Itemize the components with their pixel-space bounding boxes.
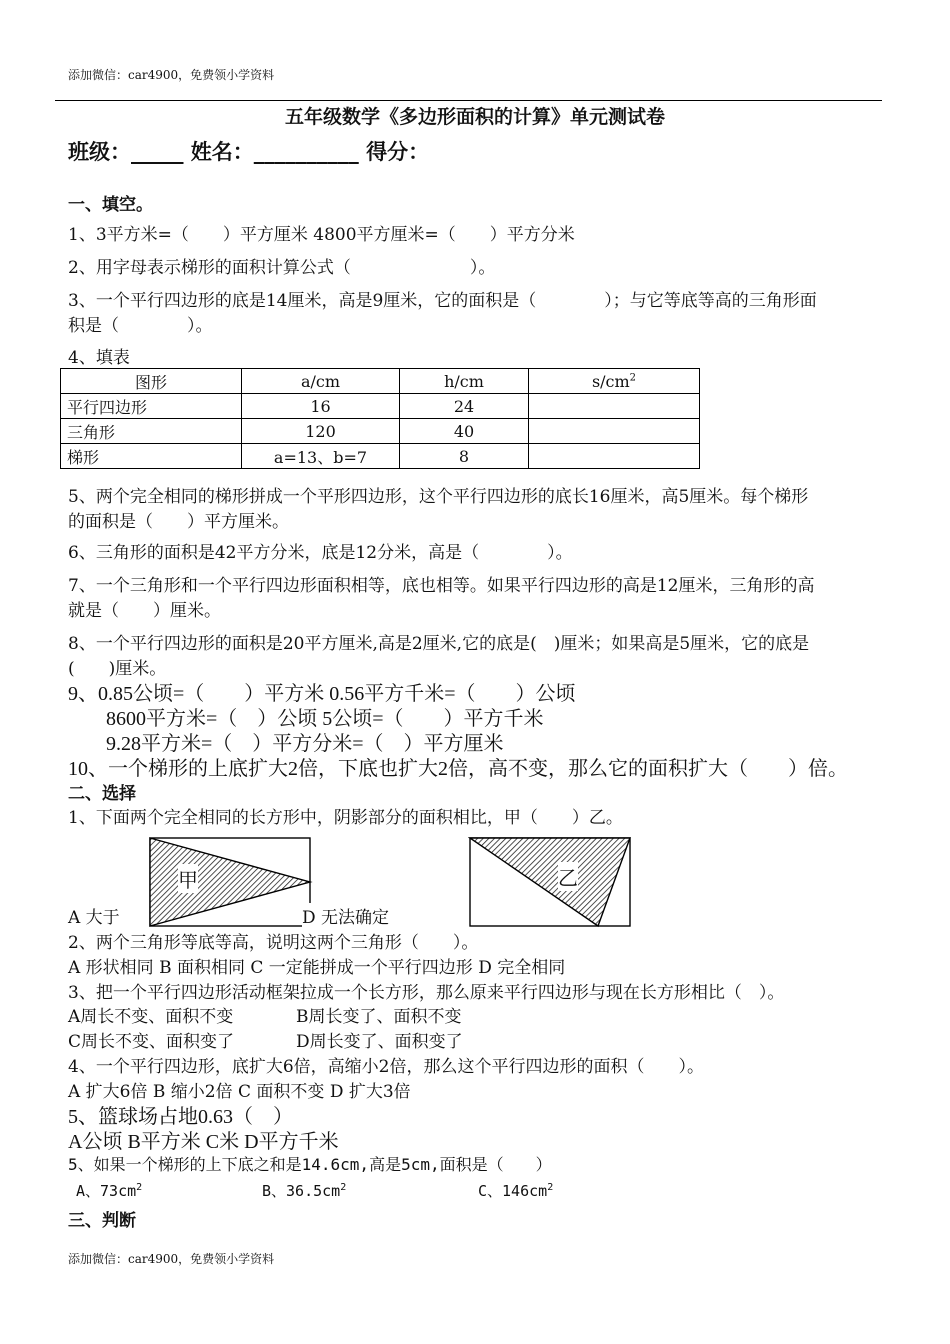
- table-header-cell: [529, 369, 700, 394]
- table-cell: 16: [242, 394, 400, 419]
- question-1-1: 1、3平方米=（ ）平方厘米 4800平方厘米=（ ）平方分米: [68, 225, 575, 245]
- table-cell: [529, 419, 700, 444]
- figure-label-a: 甲: [178, 864, 198, 893]
- option-b-text: B、36.5cm: [262, 1182, 341, 1200]
- question-1-8-line2: ( )厘米。: [68, 659, 167, 679]
- section3-heading: 三、判断: [68, 1211, 136, 1231]
- section1-heading: 一、填空。: [68, 195, 153, 215]
- rectangle-figure-a: [148, 836, 314, 928]
- question-2-4: 4、一个平行四边形，底扩大6倍，高缩小2倍，那么这个平行四边形的面积（ ）。: [68, 1057, 704, 1077]
- question-2-5b: 5、如果一个梯形的上下底之和是14.6cm,高是5cm,面积是（ ）: [68, 1155, 552, 1174]
- question-1-6: 6、三角形的面积是42平方分米，底是12分米，高是（ ）。: [68, 543, 573, 563]
- question-1-4: 4、填表: [68, 348, 130, 368]
- area-unit: s/cm: [591, 371, 630, 391]
- option-c-sup: 2: [547, 1182, 554, 1193]
- table-row: [61, 419, 700, 444]
- question-2-3-option-a: A周长不变、面积不变: [68, 1007, 234, 1027]
- table-cell: 三角形: [61, 419, 242, 444]
- table-row: [61, 394, 700, 419]
- question-2-5b-option-b: [262, 1180, 346, 1201]
- header-note: 添加微信：car4900，免费领小学资料: [68, 68, 275, 82]
- question-2-1: 1、下面两个完全相同的长方形中，阴影部分的面积相比，甲（ ）乙。: [68, 808, 623, 828]
- question-1-2: 2、用字母表示梯形的面积计算公式（ ）。: [68, 258, 496, 278]
- table-header-cell: 图形: [61, 369, 242, 394]
- table-cell: a=13、b=7: [242, 444, 400, 469]
- table-cell: 24: [400, 394, 529, 419]
- question-1-10: 10、一个梯形的上底扩大2倍，下底也扩大2倍，高不变，那么它的面积扩大（ ）倍。: [68, 758, 848, 780]
- table-cell: 120: [242, 419, 400, 444]
- option-a-sup: 2: [136, 1182, 143, 1193]
- question-2-5b-option-c: [478, 1180, 553, 1201]
- question-2-3-option-b: B周长变了、面积不变: [296, 1007, 462, 1027]
- option-c-text: C、146cm: [478, 1182, 548, 1200]
- figure-label-b: 乙: [558, 862, 578, 891]
- question-1-5-line2: 的面积是（ ）平方厘米。: [68, 512, 289, 532]
- table-row: [61, 444, 700, 469]
- question-1-3-line2: 积是（ ）。: [68, 316, 213, 336]
- section2-heading: 二、选择: [68, 784, 136, 804]
- footer-note: 添加微信：car4900，免费领小学资料: [68, 1252, 275, 1266]
- question-1-5-line1: 5、两个完全相同的梯形拼成一个平形四边形，这个平行四边形的底长16厘米，高5厘米。每个梯形: [68, 487, 809, 507]
- question-2-4-options: A 扩大6倍 B 缩小2倍 C 面积不变 D 扩大3倍: [68, 1082, 411, 1102]
- table-cell: 平行四边形: [61, 394, 242, 419]
- student-info-line: 班级：_____ 姓名：__________ 得分：: [68, 139, 430, 164]
- option-a-text: A、73cm: [76, 1182, 137, 1200]
- question-1-9-line1: 9、0.85公顷=（ ）平方米 0.56平方千米=（ ）公顷: [68, 683, 576, 705]
- page-title: 五年级数学《多边形面积的计算》单元测试卷: [284, 106, 665, 128]
- table-cell: 40: [400, 419, 529, 444]
- question-2-5b-option-a: [76, 1180, 142, 1201]
- question-2-1-option-a: A 大于: [68, 908, 120, 928]
- question-2-3-option-d: D周长变了、面积变了: [296, 1032, 463, 1052]
- table-header-cell: a/cm: [242, 369, 400, 394]
- table-header-row: [61, 369, 700, 394]
- fill-table: [60, 368, 700, 469]
- option-b-sup: 2: [340, 1182, 347, 1193]
- question-1-8-line1: 8、一个平行四边形的面积是20平方厘米,高是2厘米,它的底是( )厘米；如果高是5厘米，它的底是: [68, 634, 810, 654]
- area-unit-sup: 2: [629, 372, 637, 384]
- question-1-7-line1: 7、一个三角形和一个平行四边形面积相等，底也相等。如果平行四边形的高是12厘米，三角形的高: [68, 576, 815, 596]
- question-1-7-line2: 就是（ ）厘米。: [68, 601, 221, 621]
- question-2-1-option-d: D 无法确定: [302, 903, 389, 928]
- table-cell: 梯形: [61, 444, 242, 469]
- table-cell: [529, 444, 700, 469]
- rectangle-figure-b: [468, 836, 634, 928]
- question-1-9-line2: 8600平方米=（ ）公顷 5公顷=（ ）平方千米: [106, 708, 544, 730]
- question-2-2: 2、两个三角形等底等高，说明这两个三角形（ ）。: [68, 933, 479, 953]
- question-1-3-line1: 3、一个平行四边形的底是14厘米，高是9厘米，它的面积是（ ）；与它等底等高的三角形面: [68, 291, 817, 311]
- question-2-5: 5、篮球场占地0.63（ ）: [68, 1106, 293, 1128]
- table-cell: [529, 394, 700, 419]
- question-2-3: 3、把一个平行四边形活动框架拉成一个长方形，那么原来平行四边形与现在长方形相比（ ）。: [68, 983, 785, 1003]
- question-2-2-options: A 形状相同 B 面积相同 C 一定能拼成一个平行四边形 D 完全相同: [68, 958, 566, 978]
- header-rule: [55, 100, 882, 101]
- question-2-3-option-c: C周长不变、面积变了: [68, 1032, 235, 1052]
- question-2-5-options: A公顷 B平方米 C米 D平方千米: [68, 1131, 339, 1153]
- table-header-cell: h/cm: [400, 369, 529, 394]
- question-1-9-line3: 9.28平方米=（ ）平方分米=（ ）平方厘米: [106, 733, 504, 755]
- table-cell: 8: [400, 444, 529, 469]
